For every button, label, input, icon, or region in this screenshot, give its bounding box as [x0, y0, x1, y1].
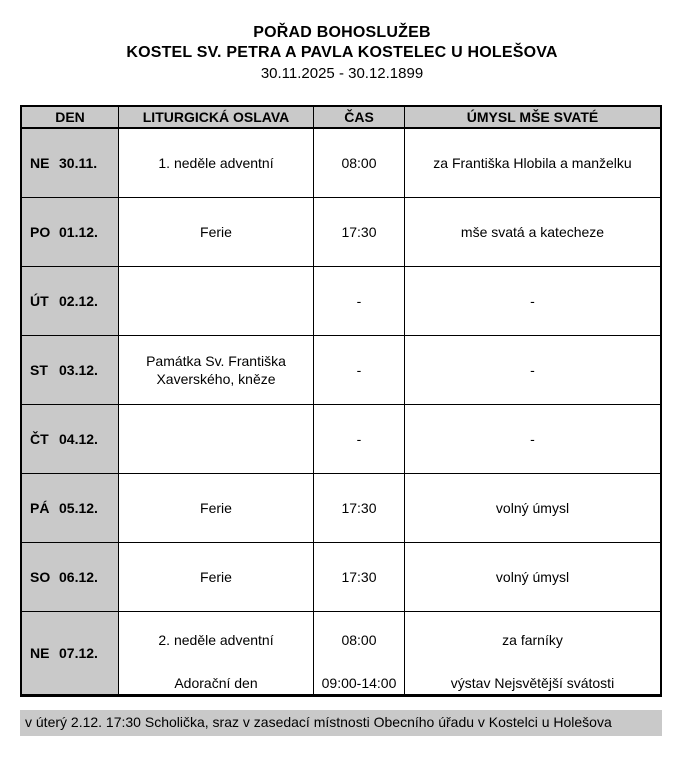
time-cell: 08:00 [314, 129, 405, 198]
day-date: 30.11. [59, 155, 98, 171]
document-title: POŘAD BOHOSLUŽEB [253, 24, 431, 41]
day-date: 03.12. [59, 362, 98, 378]
col-header-liturgicka-oslava: LITURGICKÁ OSLAVA [119, 107, 314, 129]
day-abbr: PÁ [30, 500, 50, 516]
time-cell: 17:30 [314, 198, 405, 267]
day-abbr: ČT [30, 431, 49, 447]
footer-note: v úterý 2.12. 17:30 Scholička, sraz v zasedací místnosti Obecního úřadu v Kostelci u Holešova [20, 710, 662, 736]
liturgy-cell: 1. neděle adventní [119, 129, 314, 198]
liturgy-cell [119, 612, 314, 694]
day-date: 05.12. [59, 500, 98, 516]
intention-cell: za Františka Hlobila a manželku [405, 129, 660, 198]
day-abbr: NE [30, 155, 50, 171]
intention-cell: - [405, 267, 660, 336]
day-date: 04.12. [59, 431, 98, 447]
day-abbr: ÚT [30, 293, 49, 309]
day-date: 01.12. [59, 224, 98, 240]
liturgy-cell [119, 405, 314, 474]
liturgy-cell: Ferie [119, 474, 314, 543]
liturgy-secondary: Adorační den [174, 675, 258, 691]
intention-cell: - [405, 336, 660, 405]
intention-cell: volný úmysl [405, 543, 660, 612]
church-name: KOSTEL SV. PETRA A PAVLA KOSTELEC U HOLEŠOVA [126, 44, 558, 61]
col-header-den: DEN [22, 107, 119, 129]
intention-cell: volný úmysl [405, 474, 660, 543]
col-header-cas: ČAS [314, 107, 405, 129]
day-cell [22, 267, 119, 336]
day-date: 06.12. [59, 569, 98, 585]
time-cell: - [314, 336, 405, 405]
schedule-table [20, 105, 662, 697]
intention-cell [405, 612, 660, 694]
liturgy-cell: Památka Sv. Františka Xaverského, kněze [119, 336, 314, 405]
intention-cell: - [405, 405, 660, 474]
col-header-umysl-mse-svate: ÚMYSL MŠE SVATÉ [405, 107, 660, 129]
time-cell [314, 612, 405, 694]
time-primary: 08:00 [341, 632, 377, 648]
intention-secondary: výstav Nejsvětější svátosti [450, 675, 615, 691]
day-date: 07.12. [59, 645, 98, 661]
day-cell [22, 405, 119, 474]
day-cell [22, 612, 119, 694]
day-abbr: NE [30, 645, 50, 661]
liturgy-cell: Ferie [119, 198, 314, 267]
day-cell [22, 198, 119, 267]
time-cell: - [314, 405, 405, 474]
document-header [0, 0, 684, 84]
intention-primary: za farníky [502, 632, 563, 648]
time-secondary: 09:00-14:00 [321, 675, 397, 691]
liturgy-cell: Ferie [119, 543, 314, 612]
date-range: 30.11.2025 - 30.12.1899 [260, 65, 424, 82]
day-cell [22, 543, 119, 612]
time-cell: 17:30 [314, 543, 405, 612]
day-cell [22, 129, 119, 198]
day-abbr: PO [30, 224, 51, 240]
day-date: 02.12. [59, 293, 98, 309]
time-cell: - [314, 267, 405, 336]
time-cell: 17:30 [314, 474, 405, 543]
liturgy-cell [119, 267, 314, 336]
day-abbr: ST [30, 362, 48, 378]
day-cell [22, 474, 119, 543]
liturgy-primary: 2. neděle adventní [158, 632, 274, 648]
intention-cell: mše svatá a katecheze [405, 198, 660, 267]
day-cell [22, 336, 119, 405]
day-abbr: SO [30, 569, 51, 585]
